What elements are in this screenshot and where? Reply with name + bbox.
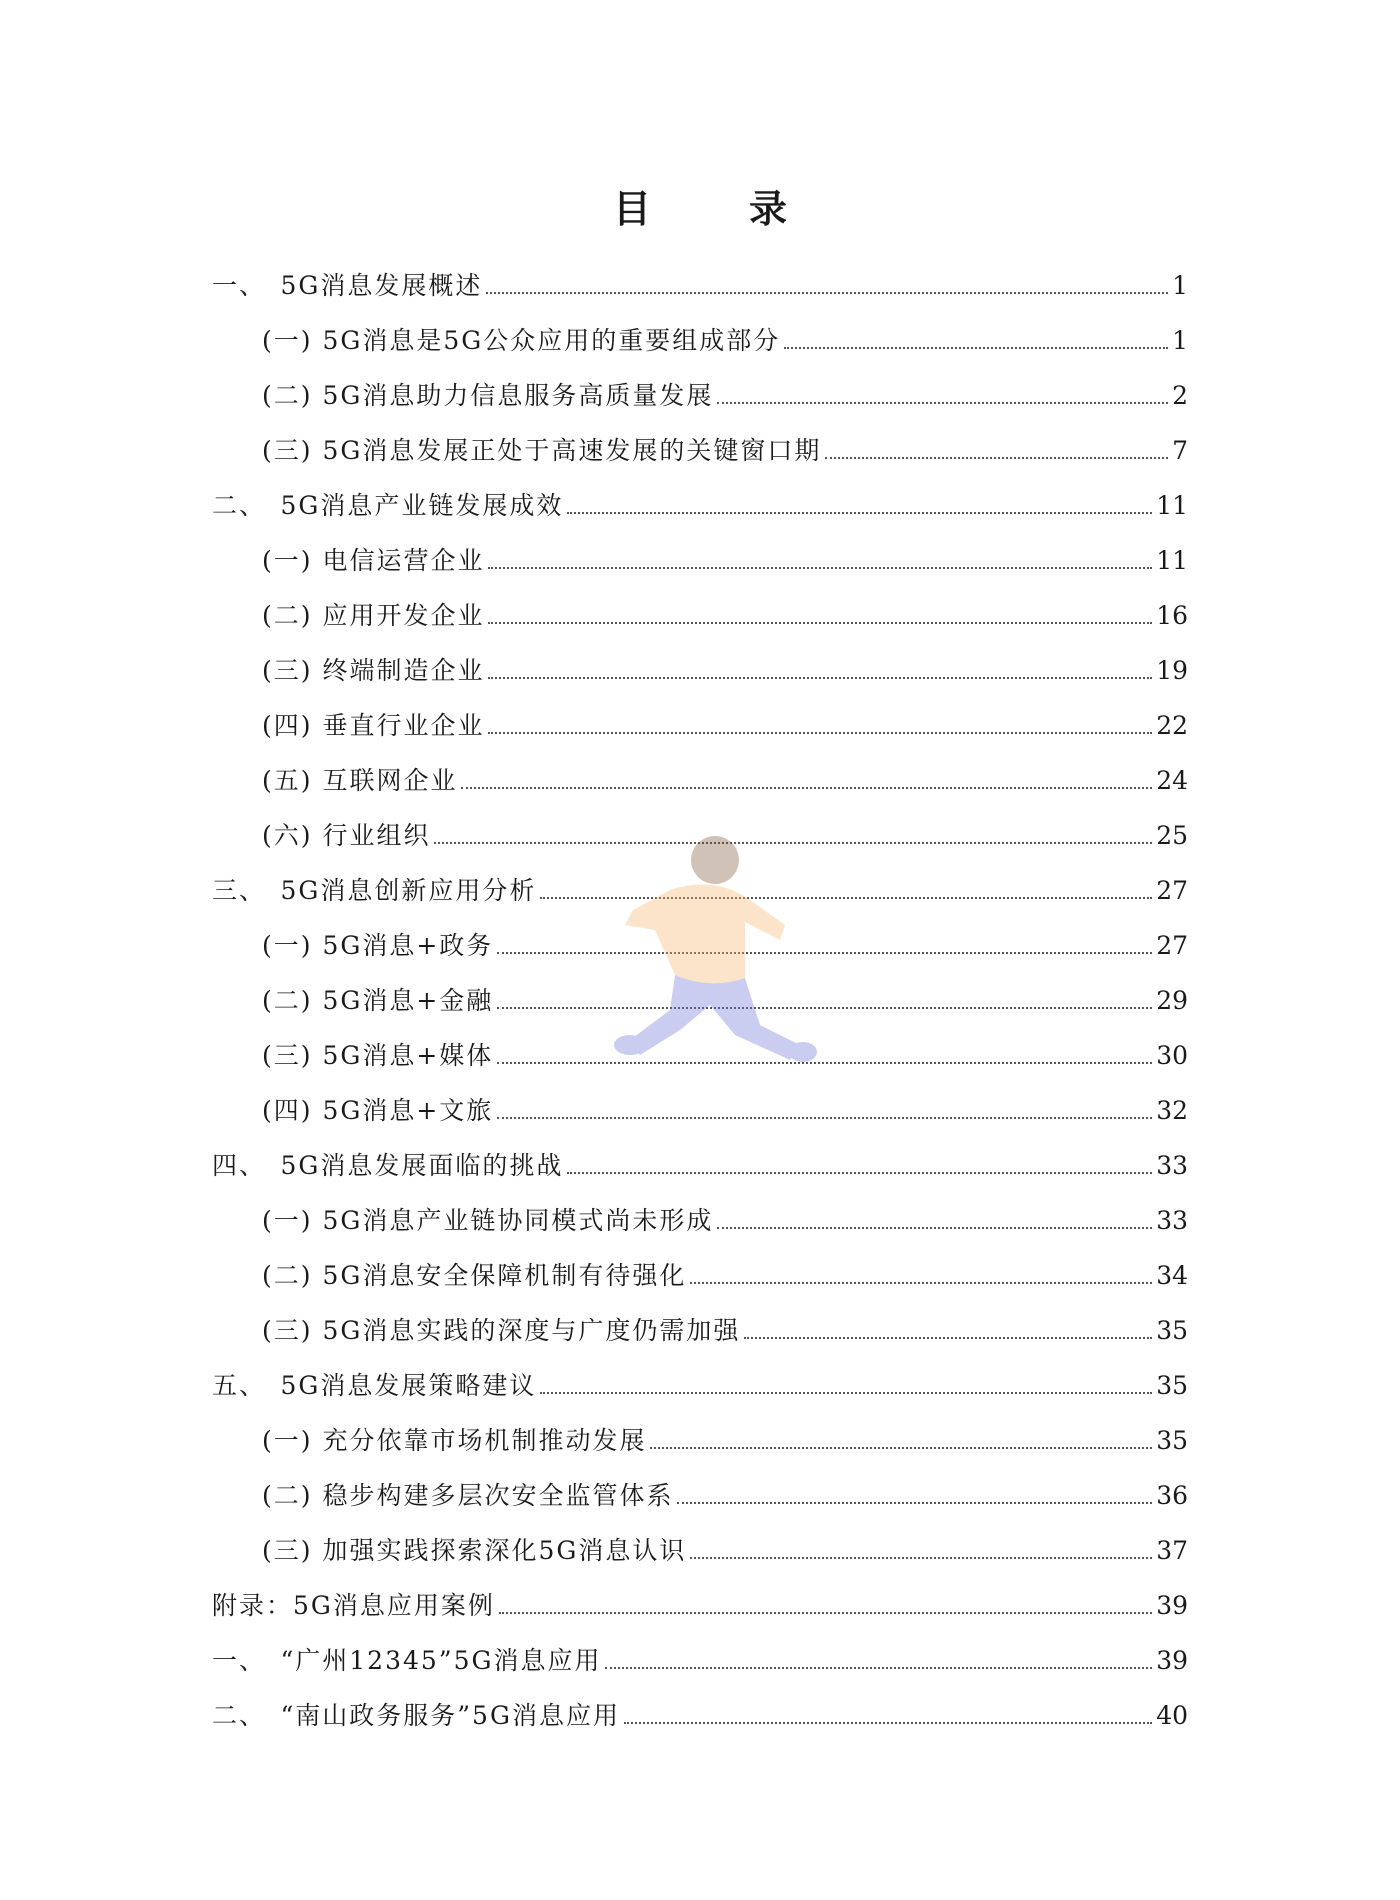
toc-entry-label: (一) 电信运营企业 <box>262 546 485 575</box>
toc-entry-label: 一、 5G消息发展概述 <box>212 271 483 300</box>
toc-entry-page-number: 2 <box>1172 381 1188 410</box>
toc-entry[interactable] <box>212 961 1188 1016</box>
toc-entry-label: (三) 5G消息+媒体 <box>262 1041 494 1070</box>
toc-dot-leader <box>488 622 1152 624</box>
toc-entry-page-number: 39 <box>1156 1591 1188 1620</box>
toc-entry-page-number: 35 <box>1156 1316 1188 1345</box>
toc-entry[interactable] <box>212 1291 1188 1346</box>
toc-entry-page-number: 34 <box>1156 1261 1188 1290</box>
toc-dot-leader <box>497 1117 1152 1119</box>
toc-entry-page-number: 36 <box>1156 1481 1188 1510</box>
toc-entry-label: 四、 5G消息发展面临的挑战 <box>212 1151 564 1180</box>
toc-dot-leader <box>434 842 1152 844</box>
toc-dot-leader <box>497 1007 1152 1009</box>
toc-dot-leader <box>717 402 1168 404</box>
toc-entry-label: (二) 5G消息助力信息服务高质量发展 <box>262 381 714 410</box>
toc-dot-leader <box>540 1392 1152 1394</box>
toc-entry-page-number: 11 <box>1156 491 1188 520</box>
toc-dot-leader <box>497 952 1152 954</box>
toc-dot-leader <box>825 457 1168 459</box>
toc-entry-page-number: 7 <box>1172 436 1188 465</box>
toc-dot-leader <box>488 677 1152 679</box>
toc-entry[interactable] <box>212 356 1188 411</box>
toc-entry-label: (四) 5G消息+文旅 <box>262 1096 494 1125</box>
toc-entry-label: (一) 5G消息是5G公众应用的重要组成部分 <box>262 326 781 355</box>
toc-entry-page-number: 35 <box>1156 1426 1188 1455</box>
toc-dot-leader <box>540 897 1152 899</box>
toc-entry-page-number: 33 <box>1156 1206 1188 1235</box>
toc-entry-label: (一) 5G消息+政务 <box>262 931 494 960</box>
toc-entry[interactable] <box>212 1676 1188 1731</box>
toc-dot-leader <box>488 567 1152 569</box>
toc-entry-label: (一) 充分依靠市场机制推动发展 <box>262 1426 647 1455</box>
toc-entry[interactable] <box>212 466 1188 521</box>
toc-entry-page-number: 33 <box>1156 1151 1188 1180</box>
toc-entry-page-number: 1 <box>1172 271 1188 300</box>
toc-entry[interactable] <box>212 796 1188 851</box>
toc-entry[interactable] <box>212 1401 1188 1456</box>
toc-entry[interactable] <box>212 521 1188 576</box>
toc-dot-leader <box>461 787 1152 789</box>
toc-entry-label: (二) 稳步构建多层次安全监管体系 <box>262 1481 674 1510</box>
toc-entry-page-number: 27 <box>1156 931 1188 960</box>
toc-dot-leader <box>784 347 1168 349</box>
toc-dot-leader <box>650 1447 1152 1449</box>
toc-entry[interactable] <box>212 1181 1188 1236</box>
toc-dot-leader <box>488 732 1152 734</box>
toc-entry-label: (三) 5G消息实践的深度与广度仍需加强 <box>262 1316 741 1345</box>
table-of-contents <box>212 246 1188 1731</box>
toc-entry[interactable] <box>212 301 1188 356</box>
toc-entry[interactable] <box>212 1071 1188 1126</box>
toc-entry-label: 一、 “广州12345”5G消息应用 <box>212 1646 602 1675</box>
toc-entry[interactable] <box>212 1346 1188 1401</box>
toc-dot-leader <box>567 1172 1152 1174</box>
toc-entry-page-number: 11 <box>1156 546 1188 575</box>
toc-dot-leader <box>677 1502 1152 1504</box>
toc-entry[interactable] <box>212 1016 1188 1071</box>
toc-entry-label: 附录：5G消息应用案例 <box>212 1591 495 1620</box>
toc-entry-page-number: 22 <box>1156 711 1188 740</box>
toc-entry[interactable] <box>212 1511 1188 1566</box>
toc-entry-page-number: 37 <box>1156 1536 1188 1565</box>
toc-entry-label: 二、 “南山政务服务”5G消息应用 <box>212 1701 620 1730</box>
toc-entry[interactable] <box>212 246 1188 301</box>
toc-entry[interactable] <box>212 906 1188 961</box>
toc-entry-page-number: 35 <box>1156 1371 1188 1400</box>
toc-entry-label: (二) 应用开发企业 <box>262 601 485 630</box>
toc-dot-leader <box>499 1612 1152 1614</box>
toc-entry-page-number: 1 <box>1172 326 1188 355</box>
toc-dot-leader <box>486 292 1168 294</box>
toc-entry-page-number: 32 <box>1156 1096 1188 1125</box>
toc-entry-page-number: 19 <box>1156 656 1188 685</box>
toc-entry[interactable] <box>212 1126 1188 1181</box>
toc-entry-label: (六) 行业组织 <box>262 821 431 850</box>
toc-entry[interactable] <box>212 631 1188 686</box>
toc-entry[interactable] <box>212 1621 1188 1676</box>
toc-entry[interactable] <box>212 1566 1188 1621</box>
toc-entry-page-number: 25 <box>1156 821 1188 850</box>
toc-entry[interactable] <box>212 741 1188 796</box>
toc-dot-leader <box>605 1667 1152 1669</box>
toc-dot-leader <box>690 1557 1152 1559</box>
toc-entry[interactable] <box>212 576 1188 631</box>
toc-dot-leader <box>717 1227 1152 1229</box>
toc-entry-page-number: 27 <box>1156 876 1188 905</box>
toc-entry-page-number: 30 <box>1156 1041 1188 1070</box>
toc-entry[interactable] <box>212 411 1188 466</box>
toc-dot-leader <box>690 1282 1152 1284</box>
toc-entry[interactable] <box>212 686 1188 741</box>
toc-entry-label: (二) 5G消息安全保障机制有待强化 <box>262 1261 687 1290</box>
toc-dot-leader <box>567 512 1152 514</box>
page-title: 目 录 <box>612 187 817 231</box>
toc-entry-label: (二) 5G消息+金融 <box>262 986 494 1015</box>
toc-entry-label: (三) 5G消息发展正处于高速发展的关键窗口期 <box>262 436 822 465</box>
toc-entry-label: (三) 终端制造企业 <box>262 656 485 685</box>
toc-entry-label: (四) 垂直行业企业 <box>262 711 485 740</box>
toc-entry-page-number: 24 <box>1156 766 1188 795</box>
toc-entry-label: (一) 5G消息产业链协同模式尚未形成 <box>262 1206 714 1235</box>
toc-dot-leader <box>624 1722 1152 1724</box>
toc-entry-label: 二、 5G消息产业链发展成效 <box>212 491 564 520</box>
toc-dot-leader <box>497 1062 1152 1064</box>
toc-entry-label: 三、 5G消息创新应用分析 <box>212 876 537 905</box>
toc-entry-label: (三) 加强实践探索深化5G消息认识 <box>262 1536 687 1565</box>
toc-entry[interactable] <box>212 851 1188 906</box>
toc-entry-page-number: 29 <box>1156 986 1188 1015</box>
toc-entry[interactable] <box>212 1236 1188 1291</box>
toc-entry[interactable] <box>212 1456 1188 1511</box>
toc-entry-page-number: 39 <box>1156 1646 1188 1675</box>
toc-entry-page-number: 40 <box>1156 1701 1188 1730</box>
toc-dot-leader <box>744 1337 1152 1339</box>
toc-entry-label: (五) 互联网企业 <box>262 766 458 795</box>
toc-entry-label: 五、 5G消息发展策略建议 <box>212 1371 537 1400</box>
toc-entry-page-number: 16 <box>1156 601 1188 630</box>
